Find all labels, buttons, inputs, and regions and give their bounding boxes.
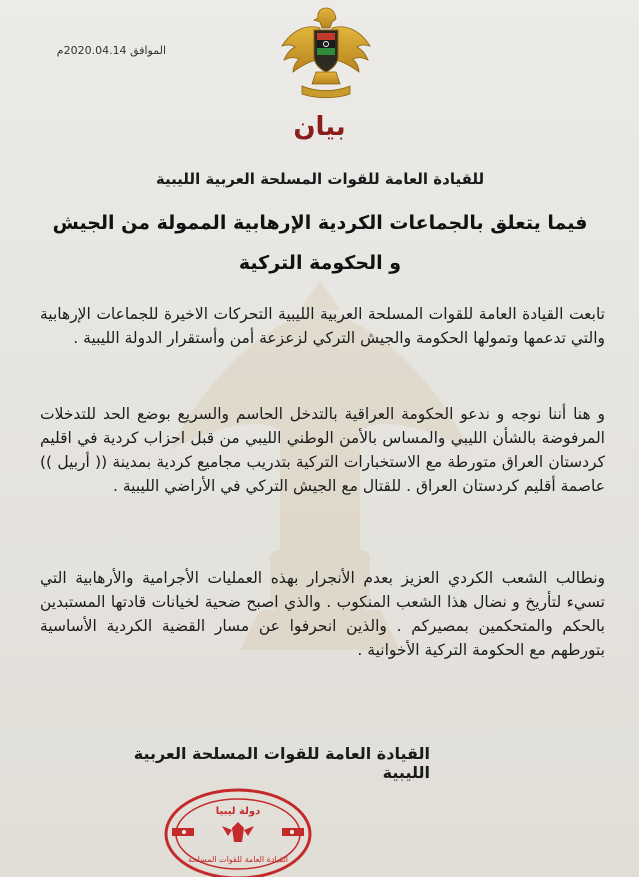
subject-heading (30, 203, 610, 283)
subject-line-2: و الحكومة التركية (238, 252, 402, 274)
official-stamp (162, 782, 314, 877)
stamp-star-right-icon (290, 830, 294, 834)
paragraph-3: ونطالب الشعب الكردي العزيز بعدم الأنجرار بهذه العمليات الأجرامية والأرهابية التي تسيء لتأريخ و نضال هذا الشعب المنكوب . والذي اصبح ضحية لخيانات قادتها المستبدين بالحكم والمتحكمين بمصيركم . والذين انحرفوا عن مسار القضية الكردية الأساسية بتورطهم مع الحكومة التركية الأخوانية . (40, 569, 605, 659)
hawk-of-quraish-emblem-icon (276, 2, 376, 100)
subject-line-1: فيما يتعلق بالجماعات الكردية الإرهابية الممولة من الجيش (52, 212, 588, 234)
paragraph-2: و هنا أننا نوجه و ندعو الحكومة العراقية بالتدخل الحاسم والسريع بوضع الحد للتدخلات المرفوضة بالشأن الليبي والمساس بالأمن الوطني الليبي من قبل احزاب كردية في اقليم كردستان العراق متورطة مع الاستخبارات التركية بتدريب مجاميع كردية بمدينة (( أربيل )) عاصمة أقليم كردستان العراق . للقتال مع الجيش التركي في الأراضي الليبية . (40, 405, 605, 495)
document-date: الموافق 2020.04.14م (56, 44, 166, 57)
document-title: بيان (293, 112, 346, 142)
stamp-bottom-text: القيادة العامة للقوات المسلحة (187, 855, 289, 864)
stamp-emblem-icon (222, 822, 254, 842)
stamp-star-left-icon (182, 830, 186, 834)
stamp-top-text: دولة ليبيا (215, 806, 261, 817)
paragraph-1: تابعت القيادة العامة للقوات المسلحة العربية الليبية التحركات الاخيرة للجماعات الإرهابية والتي تدعمها وتمولها الحكومة والجيش التركي لزعزعة أمن وأستقرار الدولة الليبية . (40, 305, 605, 347)
issuer-line: للقيادة العامة للقوات المسلحة العربية الليبية (155, 170, 485, 188)
signature-line: القيادة العامة للقوات المسلحة العربية الليبية (133, 744, 430, 782)
